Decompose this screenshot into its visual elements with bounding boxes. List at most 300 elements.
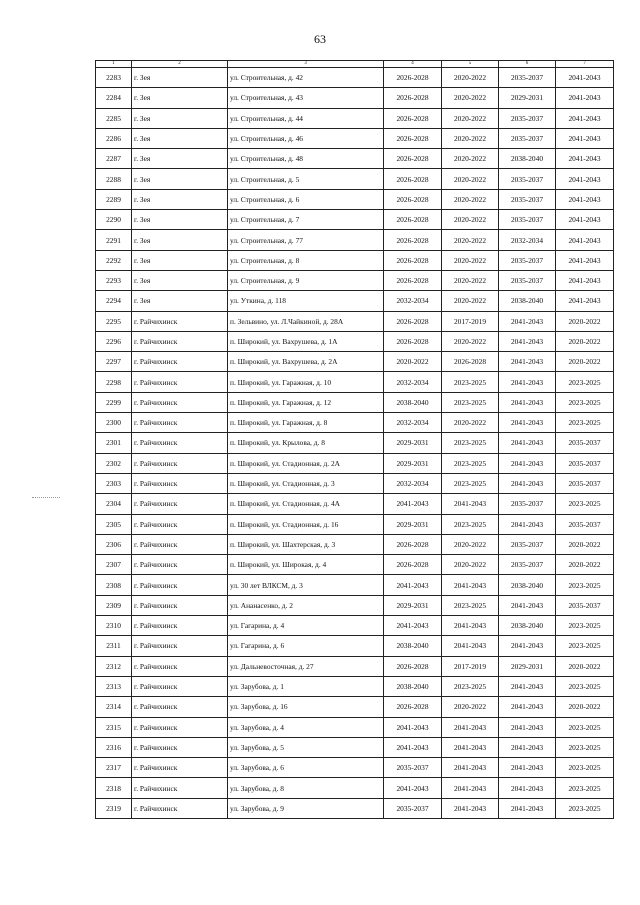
period-cell: 2023-2025 xyxy=(556,758,614,778)
period-cell: 2041-2043 xyxy=(442,798,499,818)
city-cell: г. Зея xyxy=(132,189,228,209)
period-cell: 2041-2043 xyxy=(499,392,556,412)
table-row xyxy=(96,798,614,818)
address-cell: п. Широкий, ул. Стадионная, д. 3 xyxy=(228,473,384,493)
period-cell: 2035-2037 xyxy=(499,108,556,128)
row-number: 2316 xyxy=(96,737,132,757)
period-cell: 2017-2019 xyxy=(442,311,499,331)
row-number: 2299 xyxy=(96,392,132,412)
column-number: 1 xyxy=(96,61,132,68)
row-number: 2308 xyxy=(96,575,132,595)
period-cell: 2032-2034 xyxy=(384,372,442,392)
table-row xyxy=(96,352,614,372)
period-cell: 2023-2025 xyxy=(556,575,614,595)
table-row xyxy=(96,433,614,453)
period-cell: 2023-2025 xyxy=(442,392,499,412)
period-cell: 2038-2040 xyxy=(384,636,442,656)
period-cell: 2026-2028 xyxy=(384,169,442,189)
period-cell: 2035-2037 xyxy=(499,189,556,209)
period-cell: 2020-2022 xyxy=(442,230,499,250)
address-cell: ул. Зарубова, д. 1 xyxy=(228,676,384,696)
period-cell: 2041-2043 xyxy=(499,514,556,534)
city-cell: г. Зея xyxy=(132,68,228,88)
period-cell: 2041-2043 xyxy=(384,737,442,757)
column-number: 4 xyxy=(384,61,442,68)
period-cell: 2023-2025 xyxy=(442,473,499,493)
period-cell: 2020-2022 xyxy=(556,331,614,351)
period-cell: 2023-2025 xyxy=(442,676,499,696)
city-cell: г. Райчихинск xyxy=(132,737,228,757)
period-cell: 2026-2028 xyxy=(384,189,442,209)
city-cell: г. Райчихинск xyxy=(132,595,228,615)
table-row xyxy=(96,636,614,656)
row-number: 2301 xyxy=(96,433,132,453)
row-number: 2297 xyxy=(96,352,132,372)
period-cell: 2035-2037 xyxy=(499,250,556,270)
address-cell: ул. Гагарина, д. 6 xyxy=(228,636,384,656)
period-cell: 2035-2037 xyxy=(556,595,614,615)
table-row xyxy=(96,453,614,473)
period-cell: 2041-2043 xyxy=(499,778,556,798)
period-cell: 2029-2031 xyxy=(499,88,556,108)
page-number: 63 xyxy=(314,32,326,46)
city-cell: г. Райчихинск xyxy=(132,575,228,595)
city-cell: г. Райчихинск xyxy=(132,758,228,778)
period-cell: 2032-2034 xyxy=(384,291,442,311)
city-cell: г. Зея xyxy=(132,230,228,250)
table-row xyxy=(96,697,614,717)
address-cell: ул. Зарубова, д. 5 xyxy=(228,737,384,757)
period-cell: 2026-2028 xyxy=(384,68,442,88)
row-number: 2318 xyxy=(96,778,132,798)
row-number: 2309 xyxy=(96,595,132,615)
period-cell: 2041-2043 xyxy=(384,575,442,595)
period-cell: 2029-2031 xyxy=(499,656,556,676)
period-cell: 2041-2043 xyxy=(442,636,499,656)
period-cell: 2023-2025 xyxy=(556,778,614,798)
period-cell: 2026-2028 xyxy=(384,230,442,250)
period-cell: 2023-2025 xyxy=(442,433,499,453)
city-cell: г. Зея xyxy=(132,149,228,169)
table-row xyxy=(96,128,614,148)
period-cell: 2026-2028 xyxy=(384,311,442,331)
table-row xyxy=(96,717,614,737)
period-cell: 2035-2037 xyxy=(384,758,442,778)
city-cell: г. Райчихинск xyxy=(132,473,228,493)
row-number: 2292 xyxy=(96,250,132,270)
period-cell: 2041-2043 xyxy=(499,798,556,818)
period-cell: 2020-2022 xyxy=(556,656,614,676)
column-number: 2 xyxy=(132,61,228,68)
column-number-row xyxy=(96,61,614,68)
period-cell: 2026-2028 xyxy=(384,250,442,270)
row-number: 2300 xyxy=(96,413,132,433)
period-cell: 2035-2037 xyxy=(384,798,442,818)
period-cell: 2020-2022 xyxy=(442,270,499,290)
row-number: 2302 xyxy=(96,453,132,473)
period-cell: 2041-2043 xyxy=(556,108,614,128)
period-cell: 2035-2037 xyxy=(499,534,556,554)
table-row xyxy=(96,210,614,230)
city-cell: г. Райчихинск xyxy=(132,372,228,392)
row-number: 2298 xyxy=(96,372,132,392)
period-cell: 2029-2031 xyxy=(384,453,442,473)
address-cell: ул. Ананасенко, д. 2 xyxy=(228,595,384,615)
period-cell: 2041-2043 xyxy=(499,413,556,433)
city-cell: г. Райчихинск xyxy=(132,697,228,717)
period-cell: 2041-2043 xyxy=(442,778,499,798)
period-cell: 2020-2022 xyxy=(556,555,614,575)
period-cell: 2035-2037 xyxy=(556,473,614,493)
period-cell: 2041-2043 xyxy=(442,737,499,757)
period-cell: 2041-2043 xyxy=(556,270,614,290)
period-cell: 2041-2043 xyxy=(499,433,556,453)
period-cell: 2041-2043 xyxy=(556,149,614,169)
period-cell: 2032-2034 xyxy=(384,473,442,493)
row-number: 2310 xyxy=(96,616,132,636)
period-cell: 2041-2043 xyxy=(556,230,614,250)
city-cell: г. Райчихинск xyxy=(132,392,228,412)
column-number: 5 xyxy=(442,61,499,68)
period-cell: 2041-2043 xyxy=(442,717,499,737)
address-cell: ул. Зарубова, д. 4 xyxy=(228,717,384,737)
period-cell: 2023-2025 xyxy=(442,453,499,473)
period-cell: 2041-2043 xyxy=(499,331,556,351)
period-cell: 2023-2025 xyxy=(556,636,614,656)
address-cell: п. Широкий, ул. Гаражная, д. 8 xyxy=(228,413,384,433)
period-cell: 2026-2028 xyxy=(384,210,442,230)
period-cell: 2020-2022 xyxy=(442,331,499,351)
period-cell: 2041-2043 xyxy=(499,352,556,372)
period-cell: 2020-2022 xyxy=(442,555,499,575)
period-cell: 2020-2022 xyxy=(556,697,614,717)
row-number: 2288 xyxy=(96,169,132,189)
address-cell: ул. Гагарина, д. 4 xyxy=(228,616,384,636)
address-cell: ул. Строительная, д. 48 xyxy=(228,149,384,169)
table-row xyxy=(96,676,614,696)
city-cell: г. Райчихинск xyxy=(132,717,228,737)
table-row xyxy=(96,149,614,169)
period-cell: 2041-2043 xyxy=(556,128,614,148)
table-row xyxy=(96,189,614,209)
city-cell: г. Райчихинск xyxy=(132,555,228,575)
row-number: 2311 xyxy=(96,636,132,656)
city-cell: г. Зея xyxy=(132,108,228,128)
table-row xyxy=(96,616,614,636)
period-cell: 2041-2043 xyxy=(442,616,499,636)
period-cell: 2023-2025 xyxy=(442,514,499,534)
period-cell: 2041-2043 xyxy=(442,494,499,514)
row-number: 2293 xyxy=(96,270,132,290)
row-number: 2286 xyxy=(96,128,132,148)
address-cell: ул. 30 лет ВЛКСМ, д. 3 xyxy=(228,575,384,595)
period-cell: 2020-2022 xyxy=(442,189,499,209)
period-cell: 2038-2040 xyxy=(499,291,556,311)
city-cell: г. Райчихинск xyxy=(132,514,228,534)
table-body xyxy=(96,68,614,819)
period-cell: 2041-2043 xyxy=(384,778,442,798)
period-cell: 2041-2043 xyxy=(499,676,556,696)
period-cell: 2020-2022 xyxy=(556,311,614,331)
period-cell: 2017-2019 xyxy=(442,656,499,676)
address-cell: ул. Зарубова, д. 6 xyxy=(228,758,384,778)
period-cell: 2026-2028 xyxy=(384,534,442,554)
table-row xyxy=(96,291,614,311)
table-row xyxy=(96,331,614,351)
period-cell: 2041-2043 xyxy=(384,494,442,514)
table-row xyxy=(96,595,614,615)
city-cell: г. Зея xyxy=(132,210,228,230)
period-cell: 2020-2022 xyxy=(442,250,499,270)
column-number: 6 xyxy=(499,61,556,68)
address-cell: п. Широкий, ул. Гаражная, д. 12 xyxy=(228,392,384,412)
address-cell: ул. Строительная, д. 6 xyxy=(228,189,384,209)
scan-mark xyxy=(32,497,60,499)
table-row xyxy=(96,758,614,778)
row-number: 2290 xyxy=(96,210,132,230)
period-cell: 2026-2028 xyxy=(384,88,442,108)
city-cell: г. Зея xyxy=(132,88,228,108)
address-cell: ул. Строительная, д. 43 xyxy=(228,88,384,108)
period-cell: 2035-2037 xyxy=(556,514,614,534)
period-cell: 2020-2022 xyxy=(442,169,499,189)
period-cell: 2041-2043 xyxy=(499,737,556,757)
address-cell: п. Широкий, ул. Стадионная, д. 2А xyxy=(228,453,384,473)
city-cell: г. Райчихинск xyxy=(132,798,228,818)
address-cell: ул. Зарубова, д. 16 xyxy=(228,697,384,717)
period-cell: 2020-2022 xyxy=(442,210,499,230)
table-row xyxy=(96,250,614,270)
period-cell: 2020-2022 xyxy=(442,291,499,311)
period-cell: 2041-2043 xyxy=(499,758,556,778)
period-cell: 2023-2025 xyxy=(442,595,499,615)
address-cell: ул. Строительная, д. 8 xyxy=(228,250,384,270)
row-number: 2315 xyxy=(96,717,132,737)
period-cell: 2038-2040 xyxy=(499,575,556,595)
period-cell: 2035-2037 xyxy=(499,494,556,514)
period-cell: 2026-2028 xyxy=(384,108,442,128)
period-cell: 2020-2022 xyxy=(556,534,614,554)
row-number: 2305 xyxy=(96,514,132,534)
period-cell: 2020-2022 xyxy=(442,88,499,108)
row-number: 2295 xyxy=(96,311,132,331)
period-cell: 2026-2028 xyxy=(384,128,442,148)
register-table xyxy=(95,60,614,819)
city-cell: г. Райчихинск xyxy=(132,352,228,372)
period-cell: 2041-2043 xyxy=(556,291,614,311)
row-number: 2289 xyxy=(96,189,132,209)
table-row xyxy=(96,230,614,250)
city-cell: г. Зея xyxy=(132,291,228,311)
city-cell: г. Райчихинск xyxy=(132,636,228,656)
row-number: 2287 xyxy=(96,149,132,169)
column-number: 3 xyxy=(228,61,384,68)
table-row xyxy=(96,68,614,88)
address-cell: ул. Дальневосточная, д. 27 xyxy=(228,656,384,676)
table-row xyxy=(96,575,614,595)
address-cell: п. Широкий, ул. Вахрушева, д. 1А xyxy=(228,331,384,351)
row-number: 2317 xyxy=(96,758,132,778)
period-cell: 2029-2031 xyxy=(384,433,442,453)
row-number: 2285 xyxy=(96,108,132,128)
row-number: 2314 xyxy=(96,697,132,717)
period-cell: 2023-2025 xyxy=(556,372,614,392)
city-cell: г. Зея xyxy=(132,128,228,148)
table-row xyxy=(96,169,614,189)
table-row xyxy=(96,270,614,290)
city-cell: г. Райчихинск xyxy=(132,311,228,331)
period-cell: 2041-2043 xyxy=(499,717,556,737)
period-cell: 2023-2025 xyxy=(556,798,614,818)
period-cell: 2041-2043 xyxy=(556,88,614,108)
table-row xyxy=(96,737,614,757)
period-cell: 2020-2022 xyxy=(384,352,442,372)
period-cell: 2023-2025 xyxy=(556,494,614,514)
period-cell: 2020-2022 xyxy=(442,108,499,128)
city-cell: г. Зея xyxy=(132,250,228,270)
city-cell: г. Райчихинск xyxy=(132,413,228,433)
city-cell: г. Райчихинск xyxy=(132,433,228,453)
period-cell: 2023-2025 xyxy=(556,676,614,696)
address-cell: п. Широкий, ул. Широкая, д. 4 xyxy=(228,555,384,575)
city-cell: г. Райчихинск xyxy=(132,676,228,696)
period-cell: 2041-2043 xyxy=(499,595,556,615)
period-cell: 2026-2028 xyxy=(384,149,442,169)
period-cell: 2020-2022 xyxy=(442,68,499,88)
address-cell: ул. Строительная, д. 5 xyxy=(228,169,384,189)
period-cell: 2041-2043 xyxy=(499,636,556,656)
row-number: 2283 xyxy=(96,68,132,88)
period-cell: 2035-2037 xyxy=(499,68,556,88)
table-row xyxy=(96,656,614,676)
period-cell: 2038-2040 xyxy=(499,149,556,169)
address-cell: п. Широкий, ул. Стадионная, д. 16 xyxy=(228,514,384,534)
address-cell: п. Широкий, ул. Гаражная, д. 10 xyxy=(228,372,384,392)
table-row xyxy=(96,392,614,412)
address-cell: ул. Строительная, д. 9 xyxy=(228,270,384,290)
period-cell: 2029-2031 xyxy=(384,595,442,615)
row-number: 2291 xyxy=(96,230,132,250)
city-cell: г. Райчихинск xyxy=(132,453,228,473)
address-cell: ул. Зарубова, д. 8 xyxy=(228,778,384,798)
period-cell: 2038-2040 xyxy=(499,616,556,636)
table-row xyxy=(96,108,614,128)
period-cell: 2035-2037 xyxy=(499,210,556,230)
row-number: 2313 xyxy=(96,676,132,696)
period-cell: 2020-2022 xyxy=(556,352,614,372)
table-row xyxy=(96,473,614,493)
table-row xyxy=(96,311,614,331)
period-cell: 2041-2043 xyxy=(384,717,442,737)
table-row xyxy=(96,534,614,554)
period-cell: 2026-2028 xyxy=(384,331,442,351)
period-cell: 2035-2037 xyxy=(556,433,614,453)
address-cell: ул. Уткина, д. 118 xyxy=(228,291,384,311)
period-cell: 2020-2022 xyxy=(442,534,499,554)
period-cell: 2020-2022 xyxy=(442,128,499,148)
address-cell: п. Зельвино, ул. Л.Чайкиной, д. 28А xyxy=(228,311,384,331)
table-row xyxy=(96,778,614,798)
address-cell: ул. Строительная, д. 7 xyxy=(228,210,384,230)
period-cell: 2041-2043 xyxy=(556,189,614,209)
period-cell: 2035-2037 xyxy=(499,128,556,148)
address-cell: п. Широкий, ул. Вахрушева, д. 2А xyxy=(228,352,384,372)
row-number: 2307 xyxy=(96,555,132,575)
address-cell: п. Широкий, ул. Крылова, д. 8 xyxy=(228,433,384,453)
row-number: 2304 xyxy=(96,494,132,514)
city-cell: г. Райчихинск xyxy=(132,534,228,554)
table-row xyxy=(96,555,614,575)
row-number: 2284 xyxy=(96,88,132,108)
period-cell: 2041-2043 xyxy=(442,758,499,778)
period-cell: 2026-2028 xyxy=(384,697,442,717)
period-cell: 2023-2025 xyxy=(556,737,614,757)
table-row xyxy=(96,372,614,392)
period-cell: 2026-2028 xyxy=(384,656,442,676)
period-cell: 2020-2022 xyxy=(442,149,499,169)
address-cell: п. Широкий, ул. Шахтерская, д. 3 xyxy=(228,534,384,554)
row-number: 2294 xyxy=(96,291,132,311)
period-cell: 2035-2037 xyxy=(499,555,556,575)
column-number: 7 xyxy=(556,61,614,68)
period-cell: 2020-2022 xyxy=(442,697,499,717)
period-cell: 2020-2022 xyxy=(442,413,499,433)
address-cell: п. Широкий, ул. Стадионная, д. 4А xyxy=(228,494,384,514)
period-cell: 2041-2043 xyxy=(499,473,556,493)
table-row xyxy=(96,494,614,514)
city-cell: г. Зея xyxy=(132,270,228,290)
period-cell: 2041-2043 xyxy=(556,250,614,270)
address-cell: ул. Строительная, д. 44 xyxy=(228,108,384,128)
period-cell: 2035-2037 xyxy=(556,453,614,473)
address-cell: ул. Строительная, д. 42 xyxy=(228,68,384,88)
period-cell: 2026-2028 xyxy=(384,555,442,575)
period-cell: 2041-2043 xyxy=(442,575,499,595)
address-cell: ул. Строительная, д. 46 xyxy=(228,128,384,148)
period-cell: 2023-2025 xyxy=(556,413,614,433)
period-cell: 2026-2028 xyxy=(442,352,499,372)
period-cell: 2023-2025 xyxy=(556,616,614,636)
city-cell: г. Райчихинск xyxy=(132,616,228,636)
address-cell: ул. Зарубова, д. 9 xyxy=(228,798,384,818)
city-cell: г. Райчихинск xyxy=(132,778,228,798)
table-row xyxy=(96,88,614,108)
period-cell: 2032-2034 xyxy=(384,413,442,433)
period-cell: 2041-2043 xyxy=(499,311,556,331)
period-cell: 2023-2025 xyxy=(556,717,614,737)
table-row xyxy=(96,514,614,534)
period-cell: 2032-2034 xyxy=(499,230,556,250)
city-cell: г. Райчихинск xyxy=(132,494,228,514)
period-cell: 2041-2043 xyxy=(499,372,556,392)
table-row xyxy=(96,413,614,433)
row-number: 2296 xyxy=(96,331,132,351)
period-cell: 2023-2025 xyxy=(556,392,614,412)
period-cell: 2038-2040 xyxy=(384,676,442,696)
period-cell: 2023-2025 xyxy=(442,372,499,392)
row-number: 2303 xyxy=(96,473,132,493)
row-number: 2319 xyxy=(96,798,132,818)
period-cell: 2026-2028 xyxy=(384,270,442,290)
city-cell: г. Райчихинск xyxy=(132,331,228,351)
period-cell: 2041-2043 xyxy=(499,453,556,473)
period-cell: 2041-2043 xyxy=(384,616,442,636)
period-cell: 2041-2043 xyxy=(556,210,614,230)
city-cell: г. Райчихинск xyxy=(132,656,228,676)
row-number: 2312 xyxy=(96,656,132,676)
period-cell: 2038-2040 xyxy=(384,392,442,412)
period-cell: 2041-2043 xyxy=(556,169,614,189)
